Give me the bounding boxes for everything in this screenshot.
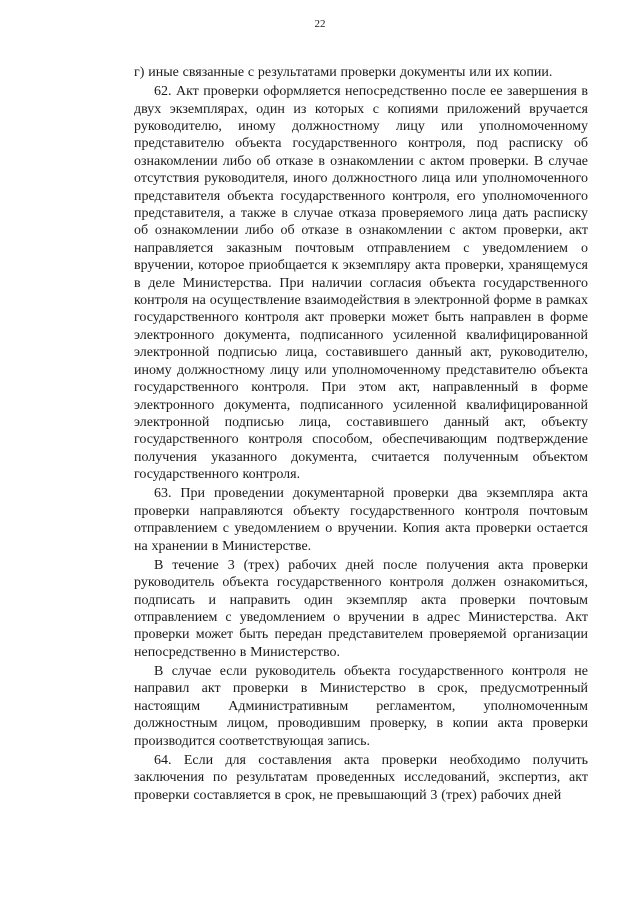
page-number: 22 <box>314 18 326 30</box>
paragraph-item-g: г) иные связанные с результатами проверки документы или их копии. <box>134 65 553 80</box>
paragraph-64: 64. Если для составления акта проверки необходимо получить заключения по результатам проведенных исследований, экспертиз, акт проверки составляется в срок, не превышающий 3 (трех) рабочих дней <box>134 752 588 803</box>
paragraph-63-failure: В случае если руководитель объекта государственного контроля не направил акт проверки в Министерство в срок, предусмотренный настоящим Административным регламентом, уполномоченным должностным лицом, проводившим проверку, в копии акта проверки производится соответствующая запись. <box>134 664 588 749</box>
paragraph-63-term: В течение 3 (трех) рабочих дней после получения акта проверки руководитель объекта государственного контроля должен ознакомиться, подписать и направить один экземпляр акта проверки почтовым отправлением с уведомлением о вручении в адрес Министерства. Акт проверки может быть передан представителем проверяемой организации непосредственно в Министерство. <box>134 557 588 660</box>
document-body <box>134 64 588 806</box>
paragraph-62: 62. Акт проверки оформляется непосредственно после ее завершения в двух экземплярах, один из которых с копиями приложений вручается руководителю, иному должностному лицу или уполномоченному представителю объекта государственного контроля, под расписку об ознакомлении либо об отказе в ознакомлении с актом проверки. В случае отсутствия руководителя, иного должностного лица или уполномоченного представителя объекта государственного контроля, его уполномоченного представителя, а также в случае отказа проверяемого лица дать расписку об ознакомлении либо об отказе в ознакомлении с актом проверки, акт направляется заказным почтовым отправлением с уведомлением о вручении, которое приобщается к экземпляру акта проверки, хранящемуся в деле Министерства. При наличии согласия объекта государственного контроля на осуществление взаимодействия в электронной форме в рамках государственного контроля акт проверки может быть направлен в форме электронного документа, подписанного усиленной квалифицированной электронной подписью лица, составившего данный акт, руководителю, иному должностному лицу или уполномоченному представителю объекта государственного контроля. При этом акт, направленный в форме электронного документа, подписанного усиленной квалифицированной электронной подписью лица, составившего данный акт, объекту государственного контроля способом, обеспечивающим подтверждение получения указанного документа, считается полученным объектом государственного контроля. <box>134 84 588 483</box>
paragraph-63: 63. При проведении документарной проверки два экземпляра акта проверки направляются объекту государственного контроля почтовым отправлением с уведомлением о вручении. Копия акта проверки остается на хранении в Министерстве. <box>134 486 588 554</box>
